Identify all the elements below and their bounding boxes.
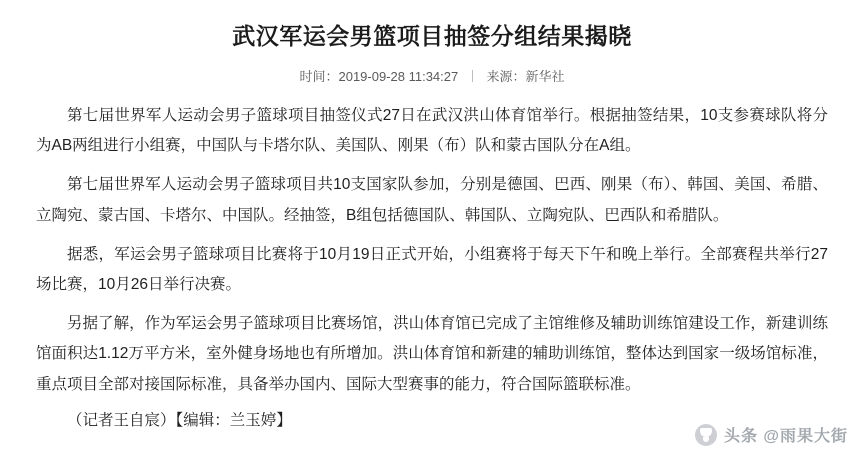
article-paragraph: 据悉，军运会男子篮球项目比赛将于10月19日正式开始，小组赛将于每天下午和晚上举行。全部赛程共举行27场比赛，10月26日举行决赛。 [36, 245, 828, 293]
article-paragraph: 第七届世界军人运动会男子篮球项目共10支国家队参加，分别是德国、巴西、刚果（布）、韩国、美国、希腊、立陶宛、蒙古国、卡塔尔、中国队。经抽签，B组包括德国队、韩国队、立陶宛队、巴西队和希腊队。 [36, 176, 828, 224]
publish-time-value: 2019-09-28 11:34:27 [338, 68, 459, 84]
article-byline: （记者王自宸）【编辑：兰玉婷】 [67, 411, 292, 429]
page-title: 武汉军运会男篮项目抽签分组结果揭晓 [232, 23, 632, 49]
publish-time-label: 时间： [299, 68, 339, 84]
watermark-label: 头条 @雨果大街 [723, 428, 848, 445]
article-paragraph: 第七届世界军人运动会男子篮球项目抽签仪式27日在武汉洪山体育馆举行。根据抽签结果，10支参赛球队将分为AB两组进行小组赛，中国队与卡塔尔队、美国队、刚果（布）队和蒙古国队分在A组。 [36, 106, 828, 155]
meta-divider [472, 70, 473, 82]
source-value: 新华社 [525, 68, 565, 84]
article-body [26, 101, 838, 400]
source-label: 来源： [486, 68, 526, 84]
watermark [695, 423, 848, 446]
article-paragraph: 另据了解，作为军运会男子篮球项目比赛场馆，洪山体育馆已完成了主馆维修及辅助训练馆建设工作，新建训练馆面积达1.12万平方米，室外健身场地也有所增加。洪山体育馆和新建的辅助训练馆，整体达到国家一级场馆标准，重点项目全部对接国际标准，具备举办国内、国际大型赛事的能力，符合国际篮联标准。 [36, 315, 828, 393]
article-meta [26, 66, 838, 85]
toutiao-logo-icon [695, 424, 717, 446]
